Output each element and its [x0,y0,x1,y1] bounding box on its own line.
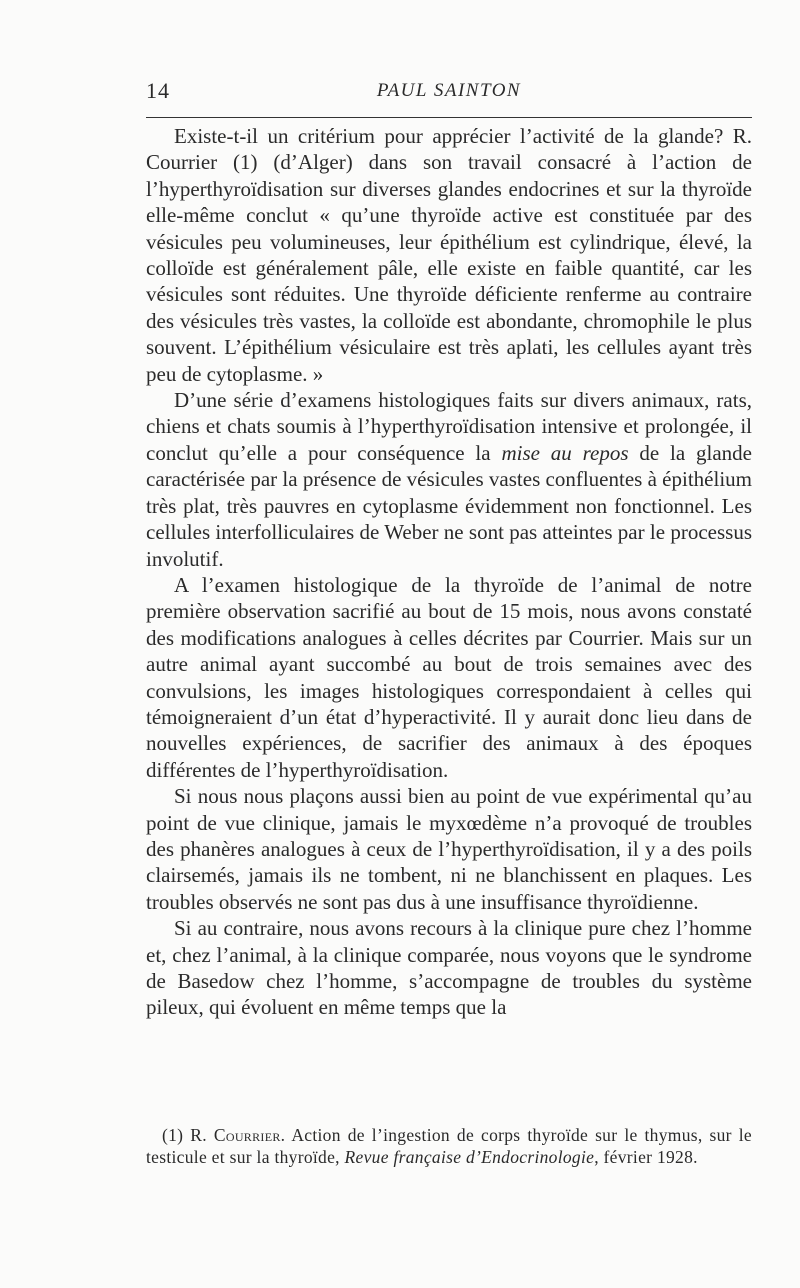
page-number: 14 [146,78,170,103]
footnote-text-2: , février 1928. [594,1146,698,1167]
paragraph-2 [146,387,752,572]
paragraph-5: Si au contraire, nous avons recours à la clinique pure chez l’homme et, chez l’animal, à la clinique comparée, nous voyons que le syndrome de Basedow chez l’homme, s’accompagne de troubles du système pileux, qui évoluent en même temps que la [146,916,752,1020]
paragraph-1: Existe-t-il un critérium pour apprécier l’activité de la glande? R. Courrier (1) (d’Alger) dans son travail consacré à l’action de l’hyperthyroïdisation sur diverses glandes endocrines et sur la thyroïde elle-même conclut « qu’une thyroïde active est constituée par des vésicules peu volumineuses, leur épithélium est cylindrique, élevé, la colloïde est généralement pâle, elle existe en faible quantité, car les vésicules sont réduites. Une thyroïde déficiente renferme au contraire des vésicules très vastes, la colloïde est abondante, chromophile le plus souvent. L’épithélium vésiculaire est très aplati, les cellules ayant très peu de cytoplasme. » [146,124,752,386]
italic-phrase: mise au repos [501,440,629,465]
paragraph-2-part-1: D’une série d’examens histologiques faits sur divers animaux, rats, chiens et chats soumis à l’hyperthyroïdisation intensive et prolongée, il conclut qu’elle a pour conséquence la [146,388,752,465]
footnote-1 [146,1125,752,1168]
header-rule [146,117,752,118]
body-text [146,123,752,1021]
paragraph-4: Si nous nous plaçons aussi bien au point de vue expérimental qu’au point de vue clinique, jamais le myxœdème n’a provoqué de troubles des phanères analogues à ceux de l’hyperthyroïdisation, il y a des poils clairsemés, jamais ils ne tombent, ni ne blanchissent en plaques. Les troubles observés ne sont pas dus à une insuffisance thyroïdienne. [146,784,752,914]
footnote-journal: Revue française d’Endocrinologie [344,1146,595,1167]
footnote [146,1125,752,1168]
running-head [146,72,752,112]
footnote-author: Courrier [213,1125,281,1145]
footnote-marker: (1) R. [162,1125,214,1145]
paragraph-2-part-2: de la glande caractérisée par la présence de vésicules vastes confluentes à épithélium très plat, très pauvres en cytoplasme évidemment non fonctionnel. Les cellules interfolliculaires de Weber ne sont pas atteintes par le processus involutif. [146,440,752,571]
footnote-text-1: . Action de l’ingestion de corps thyroïde sur le thymus, sur le testicule et sur la thyroïde, [146,1125,752,1167]
paragraph-3: A l’examen histologique de la thyroïde de l’animal de notre première observation sacrifié au bout de 15 mois, nous avons constaté des modifications analogues à celles décrites par Courrier. Mais sur un autre animal ayant succombé au bout de trois semaines avec des convulsions, les images histologiques correspondaient à celles qui témoigneraient d’un état d’hyperactivité. Il y aurait donc lieu dans de nouvelles expériences, de sacrifier des animaux à des époques différentes de l’hyperthyroïdisation. [146,572,752,782]
running-title: PAUL SAINTON [376,80,522,101]
